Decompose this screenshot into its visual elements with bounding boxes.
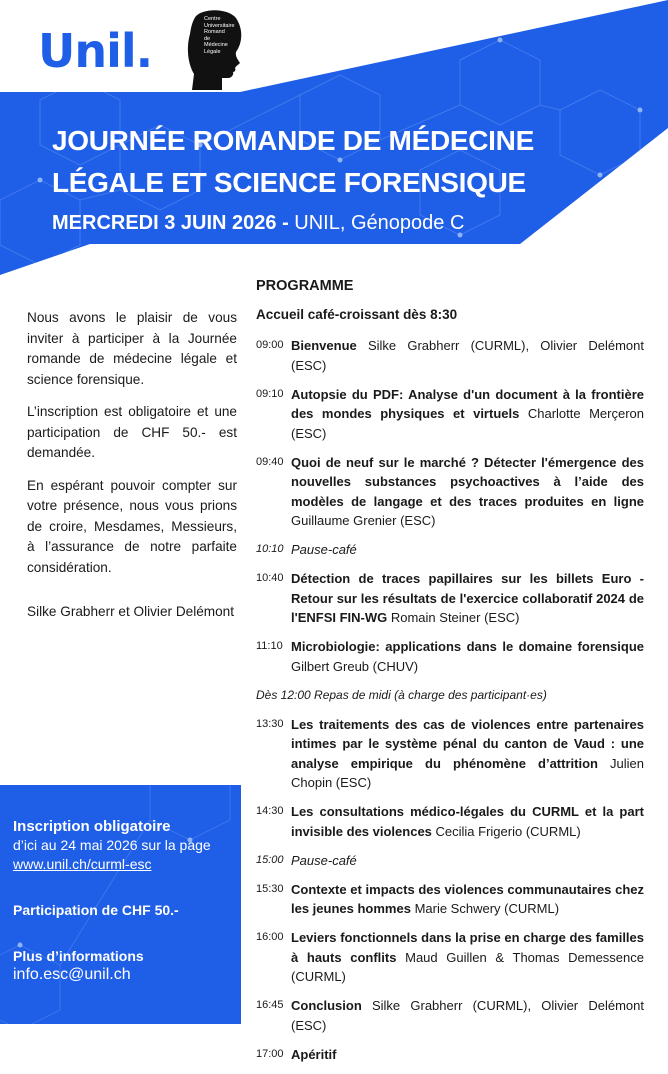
event-title [52,120,534,204]
item-time: 16:45 [256,999,284,1011]
item-time: 09:40 [256,455,284,468]
title-line-2: LÉGALE ET SCIENCE FORENSIQUE [52,167,526,198]
programme-pause [256,851,644,871]
item-time: 15:00 [256,853,284,866]
intro-paragraph: En espérant pouvoir compter sur votre présence, nous vous prions de croire, Mesdames, Messieurs, à l’assurance de notre parfaite considération. [27,477,237,575]
curml-logo-text: Centre Universitaire Romand de Médecine Légale [204,16,235,55]
pause-label: Pause-café [291,542,357,557]
item-speaker: Romain Steiner (ESC) [387,610,520,625]
date-text: MERCREDI 3 JUIN 2026 - [52,212,295,234]
item-description [291,996,644,1035]
unil-logo: Unil. [38,24,153,78]
venue-text: UNIL, Génopode C [294,212,465,234]
event-date [52,212,464,235]
item-description [291,1045,644,1065]
item-speaker: Julien Chopin (ESC) [291,755,645,790]
item-title: Les traitements des cas de violences entre partenaires intimes par le système pénal du canton de Vaud : une analyse empirique du phénomène d’attrition [291,716,644,771]
item-description [291,880,644,919]
item-time: 09:00 [256,339,284,351]
info-email[interactable]: info.esc@unil.ch [13,966,131,983]
item-title: Quoi de neuf sur le marché ? Détecter l'émergence des nouvelles substances psychoactives à l’aide des modèles de langage et des traces produites en ligne [291,454,644,509]
item-title: Autopsie du PDF: Analyse d'un document à la frontière des mondes physiques et virtuels [291,386,644,421]
lunch-break: Dès 12:00 Repas de midi (à charge des participant·es) [256,687,547,702]
programme-item [256,385,644,444]
item-speaker: Marie Schwery (CURML) [410,901,560,916]
item-title: Les consultations médico-légales du CURML et la part invisible des violences [291,804,644,839]
intro-letter [27,308,237,635]
item-time: 10:10 [256,543,284,555]
fee-text: Participation de CHF 50.- [13,902,179,918]
item-description [291,715,644,793]
title-line-1: JOURNÉE ROMANDE DE MÉDECINE [52,125,534,156]
item-speaker: Maud Guillen & Thomas Demessence (CURML) [291,949,644,984]
item-time: 13:30 [256,717,284,730]
item-title: Microbiologie: applications dans le domaine forensique [291,639,644,654]
item-title: Contexte et impacts des violences communautaires chez les jeunes hommes [291,881,644,916]
item-time: 11:10 [256,640,283,652]
intro-paragraph: Nous avons le plaisir de vous inviter à participer à la Journée romande de médecine légale et science forensique. [27,310,237,387]
item-title: Leviers fonctionnels dans la prise en charge des familles à hauts conflits [291,930,644,965]
item-title: Apéritif [291,1046,337,1062]
item-time: 09:10 [256,387,284,400]
item-description [291,453,644,531]
programme-item [256,996,644,1035]
item-title: Détection de traces papillaires sur les billets Euro - Retour sur les résultats de l'exercice collaboratif 2024 de l'ENFSI FIN-WG [291,571,644,625]
intro-paragraph: L’inscription est obligatoire et une participation de CHF 50.- est demandée. [27,404,237,460]
programme-title: PROGRAMME [256,278,354,294]
item-time: 16:00 [256,931,284,943]
item-speaker: Silke Grabherr (CURML), Olivier Delémont (ESC) [291,338,644,373]
item-time: 14:30 [256,805,284,817]
item-title: Bienvenue [291,338,357,353]
item-description [291,802,644,841]
item-speaker: Charlotte Merçeron (ESC) [291,406,644,441]
programme-item [256,880,644,919]
programme-item [256,453,644,531]
item-speaker: Gilbert Greub (CHUV) [291,658,419,674]
item-speaker: Silke Grabherr (CURML), Olivier Delémont (ESC) [291,998,644,1033]
welcome-line: Accueil café-croissant dès 8:30 [256,306,458,322]
programme-pause [256,540,644,560]
registration-info [13,818,239,1007]
item-time: 10:40 [256,572,284,584]
info-heading: Plus d’informations [13,948,144,964]
item-speaker: Guillaume Grenier (ESC) [291,513,436,528]
registration-heading: Inscription obligatoire [13,818,171,835]
item-time: 15:30 [256,882,284,895]
item-description [291,637,644,676]
programme-item [256,928,644,987]
signature: Silke Grabherr et Olivier Delémont [27,604,234,619]
item-description [291,385,644,444]
registration-link[interactable]: www.unil.ch/curml-esc [13,856,152,872]
item-title: Conclusion [291,998,362,1013]
item-speaker: Cecilia Frigerio (CURML) [431,823,581,839]
programme-item [256,1045,644,1065]
programme-item [256,569,644,628]
programme-item [256,715,644,793]
programme-item [256,336,644,375]
item-description [291,928,644,987]
registration-deadline: d’ici au 24 mai 2026 sur la page [13,837,211,853]
item-time: 17:00 [256,1047,284,1060]
programme [256,277,644,1074]
programme-item [256,637,644,676]
item-description [291,336,644,375]
pause-label: Pause-café [291,852,357,868]
programme-item [256,802,644,841]
item-description [291,569,644,628]
